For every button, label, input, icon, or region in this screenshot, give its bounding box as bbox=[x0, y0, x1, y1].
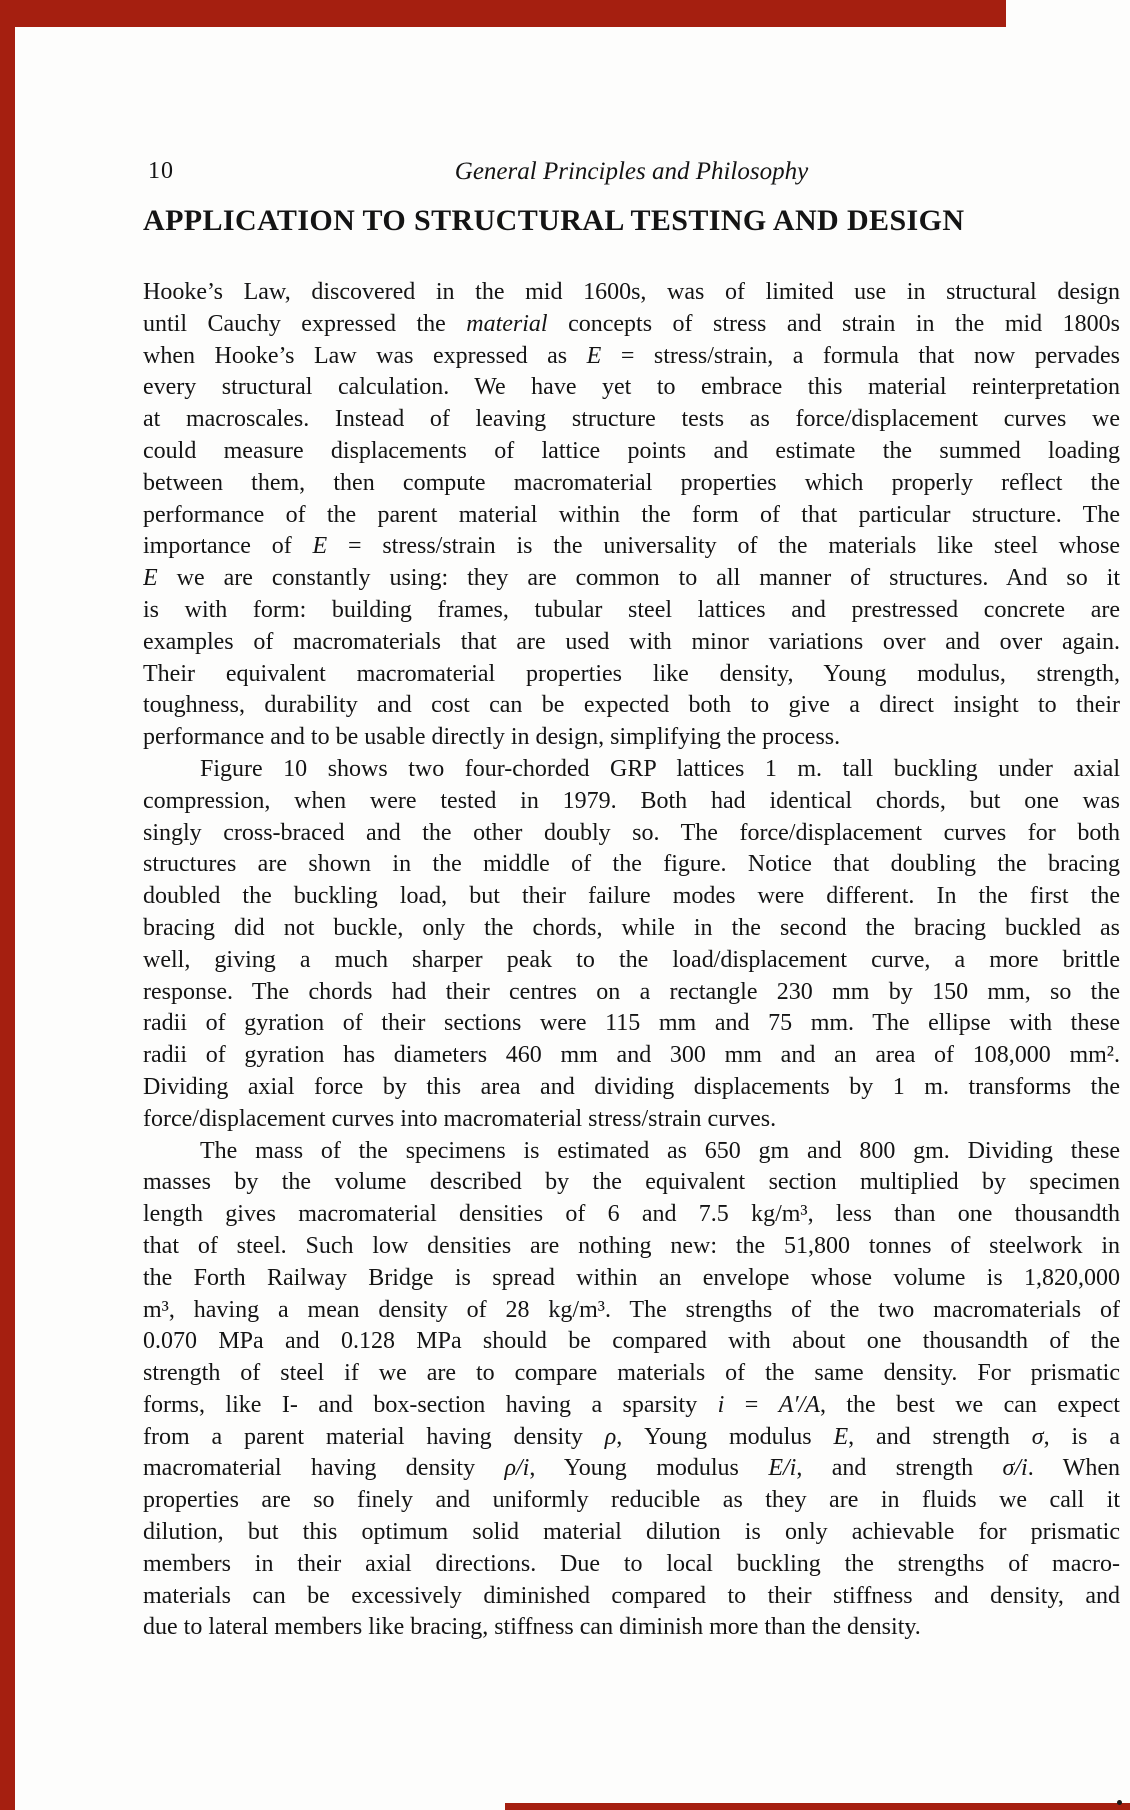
text-line: every structural calculation. We have yet to embrace this material reinterpretation bbox=[143, 374, 1120, 401]
page-number: 10 bbox=[148, 158, 174, 184]
text-line: strength of steel if we are to compare materials of the same density. For prismatic bbox=[143, 1360, 1120, 1387]
section-heading: APPLICATION TO STRUCTURAL TESTING AND DESIGN bbox=[143, 204, 965, 237]
text-line: radii of gyration of their sections were 115 mm and 75 mm. The ellipse with these bbox=[143, 1010, 1120, 1037]
text-line: The mass of the specimens is estimated as 650 gm and 800 gm. Dividing these bbox=[200, 1137, 1120, 1164]
text-line: dilution, but this optimum solid material dilution is only achievable for prismatic bbox=[143, 1519, 1120, 1546]
text-line: is with form: building frames, tubular steel lattices and prestressed concrete are bbox=[143, 596, 1120, 623]
text-line: toughness, durability and cost can be expected both to give a direct insight to their bbox=[143, 692, 1120, 719]
text-line: radii of gyration has diameters 460 mm and 300 mm and an area of 108,000 mm². bbox=[143, 1042, 1120, 1069]
scan-edge-left bbox=[0, 0, 15, 1810]
text-line: examples of macromaterials that are used with minor variations over and over again. bbox=[143, 628, 1120, 655]
text-line: performance of the parent material within the form of that particular structure. The bbox=[143, 501, 1120, 528]
text-line: Hooke’s Law, discovered in the mid 1600s, was of limited use in structural design bbox=[143, 279, 1120, 305]
text-line: doubled the buckling load, but their failure modes were different. In the first the bbox=[143, 883, 1120, 910]
text-line: materials can be excessively diminished compared to their stiffness and density, and bbox=[143, 1582, 1120, 1609]
text-line: compression, when were tested in 1979. Both had identical chords, but one was bbox=[143, 787, 1120, 814]
text-line: E we are constantly using: they are common to all manner of structures. And so it bbox=[143, 565, 1120, 592]
text-line: length gives macromaterial densities of 6 and 7.5 kg/m³, less than one thousandth bbox=[143, 1201, 1120, 1228]
text-line: m³, having a mean density of 28 kg/m³. The strengths of the two macromaterials of bbox=[143, 1296, 1120, 1323]
text-line: between them, then compute macromaterial properties which properly reflect the bbox=[143, 469, 1120, 496]
text-line: 0.070 MPa and 0.128 MPa should be compared with about one thousandth of the bbox=[143, 1328, 1120, 1355]
text-line: from a parent material having density ρ, Young modulus E, and strength σ, is a bbox=[143, 1423, 1120, 1450]
text-line: at macroscales. Instead of leaving structure tests as force/displacement curves we bbox=[143, 406, 1120, 433]
paragraph bbox=[143, 277, 1120, 754]
text-line: structures are shown in the middle of the figure. Notice that doubling the bracing bbox=[143, 851, 1120, 878]
text-line: performance and to be usable directly in design, simplifying the process. bbox=[143, 724, 841, 751]
text-line: that of steel. Such low densities are nothing new: the 51,800 tonnes of steelwork in bbox=[143, 1232, 1120, 1259]
text-line: due to lateral members like bracing, stiffness can diminish more than the density. bbox=[143, 1614, 921, 1641]
paragraph bbox=[143, 754, 1120, 1136]
body-text bbox=[143, 277, 1120, 1644]
text-line: force/displacement curves into macromaterial stress/strain curves. bbox=[143, 1105, 777, 1132]
text-line: masses by the volume described by the equivalent section multiplied by specimen bbox=[143, 1169, 1120, 1196]
paragraph bbox=[143, 1136, 1120, 1645]
running-head: General Principles and Philosophy bbox=[454, 158, 809, 185]
text-line: singly cross-braced and the other doubly so. The force/displacement curves for both bbox=[143, 819, 1120, 846]
text-line: well, giving a much sharper peak to the load/displacement curve, a more brittle bbox=[143, 946, 1120, 973]
text-line: properties are so finely and uniformly reducible as they are in fluids we call it bbox=[143, 1487, 1120, 1514]
text-line: when Hooke’s Law was expressed as E = stress/strain, a formula that now pervades bbox=[143, 342, 1120, 369]
text-line: response. The chords had their centres on a rectangle 230 mm by 150 mm, so the bbox=[143, 978, 1120, 1005]
text-line: Figure 10 shows two four-chorded GRP lattices 1 m. tall buckling under axial bbox=[200, 755, 1120, 782]
text-line: macromaterial having density ρ/i, Young modulus E/i, and strength σ/i. When bbox=[143, 1455, 1120, 1482]
text-line: importance of E = stress/strain is the universality of the materials like steel whose bbox=[143, 533, 1120, 560]
text-line: members in their axial directions. Due to local buckling the strengths of macro- bbox=[143, 1550, 1120, 1577]
text-line: until Cauchy expressed the material concepts of stress and strain in the mid 1800s bbox=[143, 310, 1120, 337]
scan-edge-bottom bbox=[505, 1803, 1130, 1810]
text-line: Dividing axial force by this area and dividing displacements by 1 m. transforms the bbox=[143, 1073, 1120, 1100]
text-line: forms, like I- and box-section having a sparsity i = A′/A, the best we can expect bbox=[143, 1391, 1120, 1418]
scan-edge-top bbox=[0, 0, 1006, 27]
text-line: Their equivalent macromaterial properties like density, Young modulus, strength, bbox=[143, 660, 1120, 687]
text-line: the Forth Railway Bridge is spread within an envelope whose volume is 1,820,000 bbox=[143, 1264, 1120, 1291]
scan-speck bbox=[1117, 1800, 1122, 1805]
text-line: could measure displacements of lattice points and estimate the summed loading bbox=[143, 437, 1120, 464]
text-line: bracing did not buckle, only the chords, while in the second the bracing buckled as bbox=[143, 914, 1120, 941]
